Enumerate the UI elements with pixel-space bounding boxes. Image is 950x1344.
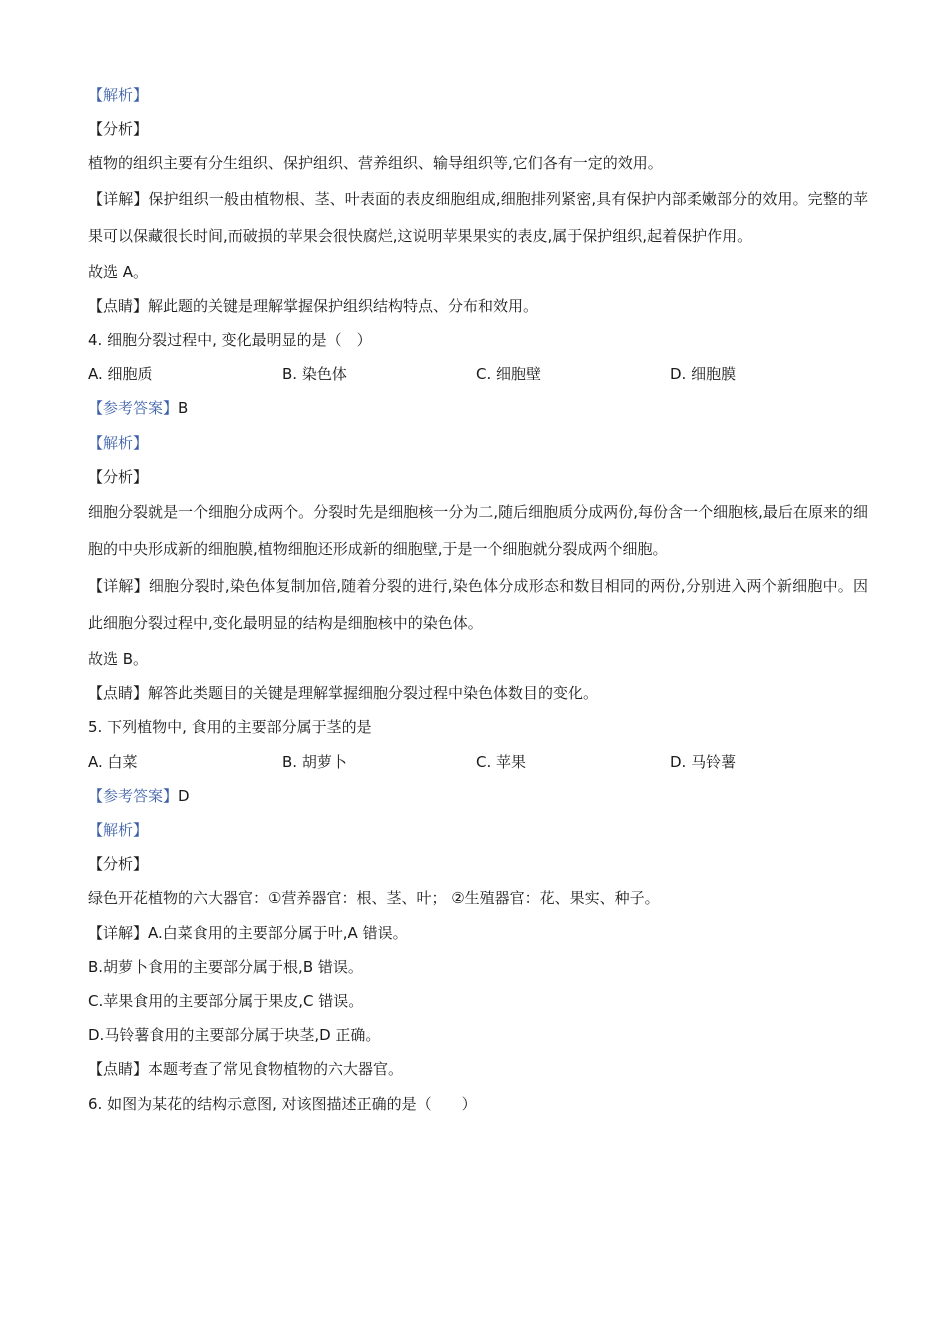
q3-detail	[88, 181, 868, 255]
q4-jiexi-label: 【解析】	[88, 433, 149, 452]
q5-analysis-text: 绿色开花植物的六大器官：①营养器官：根、茎、叶； ②生殖器官：花、果实、种子。	[88, 889, 660, 908]
q5-comment	[88, 1052, 868, 1086]
q4-answer-value: B	[178, 399, 189, 418]
q3-fenxi-label: 【分析】	[88, 120, 149, 139]
q5-option-b: B. 胡萝卜	[282, 752, 347, 771]
q5-options	[88, 745, 868, 779]
q4-fenxi-label: 【分析】	[88, 467, 149, 486]
q4-answer	[88, 391, 868, 425]
q5-question: 5. 下列植物中, 食用的主要部分属于茎的是	[88, 718, 372, 737]
q3-analysis-text: 植物的组织主要有分生组织、保护组织、营养组织、输导组织等,它们各有一定的效用。	[88, 154, 663, 173]
q4-detail-text: 细胞分裂时,染色体复制加倍,随着分裂的进行,染色体分成形态和数目相同的两份,分别进入两个新细胞中。因此细胞分裂过程中,变化最明显的结构是细胞核中的染色体。	[88, 577, 868, 633]
q4-option-b: B. 染色体	[282, 365, 347, 384]
q3-comment	[88, 289, 868, 323]
q4-question: 4. 细胞分裂过程中, 变化最明显的是（ ）	[88, 331, 372, 350]
q5-answer-label: 【参考答案】	[88, 786, 179, 805]
q5-detail-c: C.苹果食用的主要部分属于果皮,C 错误。	[88, 992, 364, 1011]
q5-detail-a-text: A.白菜食用的主要部分属于叶,A 错误。	[148, 923, 408, 942]
q3-detail-text: 保护组织一般由植物根、茎、叶表面的表皮细胞组成,细胞排列紧密,具有保护内部柔嫩部分的效用。完整的苹果可以保藏很长时间,而破损的苹果会很快腐烂,这说明苹果果实的表皮,属于保护组织,起着保护作用。	[88, 189, 868, 245]
q5-option-c: C. 苹果	[476, 752, 527, 771]
q3-comment-label: 【点睛】	[88, 296, 149, 315]
q4-conclusion: 故选 B。	[88, 650, 149, 669]
q4-comment-text: 解答此类题目的关键是理解掌握细胞分裂过程中染色体数目的变化。	[148, 684, 599, 703]
q5-detail-a	[88, 916, 868, 950]
q5-answer-value: D	[178, 786, 190, 805]
q5-fenxi-label: 【分析】	[88, 855, 149, 874]
q4-comment-label: 【点睛】	[88, 684, 149, 703]
q4-analysis-text: 细胞分裂就是一个细胞分成两个。分裂时先是细胞核一分为二,随后细胞质分成两份,每份含一个细胞核,最后在原来的细胞的中央形成新的细胞膜,植物细胞还形成新的细胞壁,于是一个细胞就分裂成两个细胞。	[88, 503, 868, 559]
q4-option-d: D. 细胞膜	[670, 365, 737, 384]
q4-comment	[88, 676, 868, 710]
q3-jiexi-label: 【解析】	[88, 86, 149, 104]
q5-detail-d: D.马铃薯食用的主要部分属于块茎,D 正确。	[88, 1026, 381, 1045]
q5-option-d: D. 马铃薯	[670, 752, 737, 771]
q3-comment-text: 解此题的关键是理解掌握保护组织结构特点、分布和效用。	[148, 296, 539, 315]
q3-detail-label: 【详解】	[88, 189, 149, 208]
q4-option-a: A. 细胞质	[88, 365, 153, 384]
q4-detail	[88, 568, 868, 642]
q4-option-c: C. 细胞壁	[476, 365, 542, 384]
q5-jiexi-label: 【解析】	[88, 821, 149, 840]
q5-option-a: A. 白菜	[88, 752, 138, 771]
q4-answer-label: 【参考答案】	[88, 399, 179, 418]
q3-conclusion: 故选 A。	[88, 262, 149, 281]
q5-comment-label: 【点睛】	[88, 1060, 149, 1079]
q4-options	[88, 357, 868, 391]
document-content	[88, 78, 868, 1121]
q5-answer	[88, 779, 868, 813]
q5-detail-label: 【详解】	[88, 923, 149, 942]
q5-detail-b: B.胡萝卜食用的主要部分属于根,B 错误。	[88, 957, 363, 976]
q4-detail-label: 【详解】	[88, 577, 149, 596]
q5-comment-text: 本题考查了常见食物植物的六大器官。	[148, 1060, 404, 1079]
q6-question: 6. 如图为某花的结构示意图, 对该图描述正确的是（ ）	[88, 1094, 477, 1113]
